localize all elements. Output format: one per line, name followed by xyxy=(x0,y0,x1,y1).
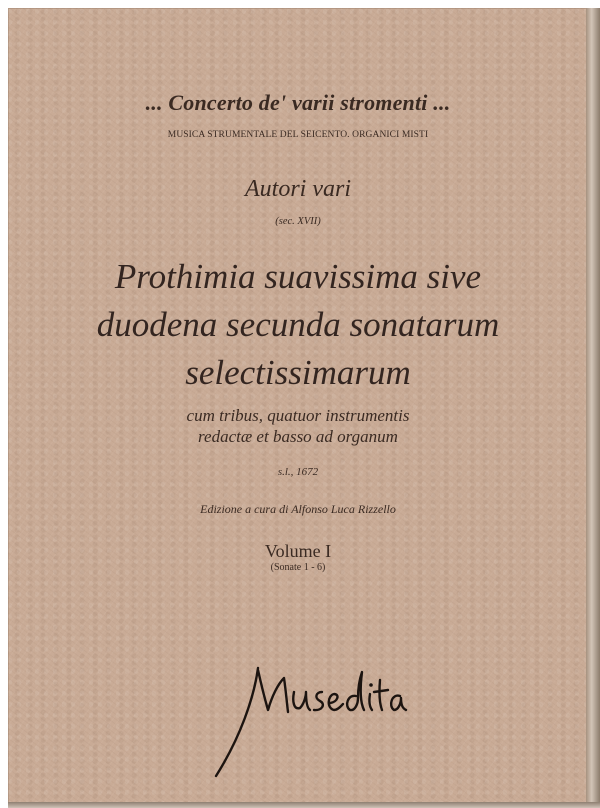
musedita-signature-logo xyxy=(188,648,408,783)
work-title-line: selectissimarum xyxy=(185,353,411,392)
series-title: ... Concerto de' varii stromenti ... xyxy=(145,90,451,115)
author-name: Autori vari xyxy=(245,176,351,202)
work-title xyxy=(8,253,588,397)
author-century: (sec. XVII) xyxy=(275,216,321,227)
work-title-line: duodena secunda sonatarum xyxy=(96,305,500,344)
place-date: s.l., 1672 xyxy=(277,466,319,478)
volume-label: Volume I xyxy=(264,541,332,561)
series-subtitle: MUSICA STRUMENTALE DEL SEICENTO. ORGANICI MISTI xyxy=(167,130,429,140)
work-subtitle-line: redactæ et basso ad organum xyxy=(198,427,398,446)
editor-credit: Edizione a cura di Alfonso Luca Rizzello xyxy=(200,502,396,516)
work-subtitle-line: cum tribus, quatuor instrumentis xyxy=(186,406,410,425)
score-cover xyxy=(8,8,588,804)
volume-contents: (Sonate 1 - 6) xyxy=(270,562,326,573)
page-edge-right xyxy=(586,8,600,804)
logo-dot xyxy=(369,683,373,687)
page-edge-bottom xyxy=(8,802,600,808)
work-subtitle xyxy=(8,405,588,447)
work-title-line: Prothimia suavissima sive xyxy=(114,257,482,296)
